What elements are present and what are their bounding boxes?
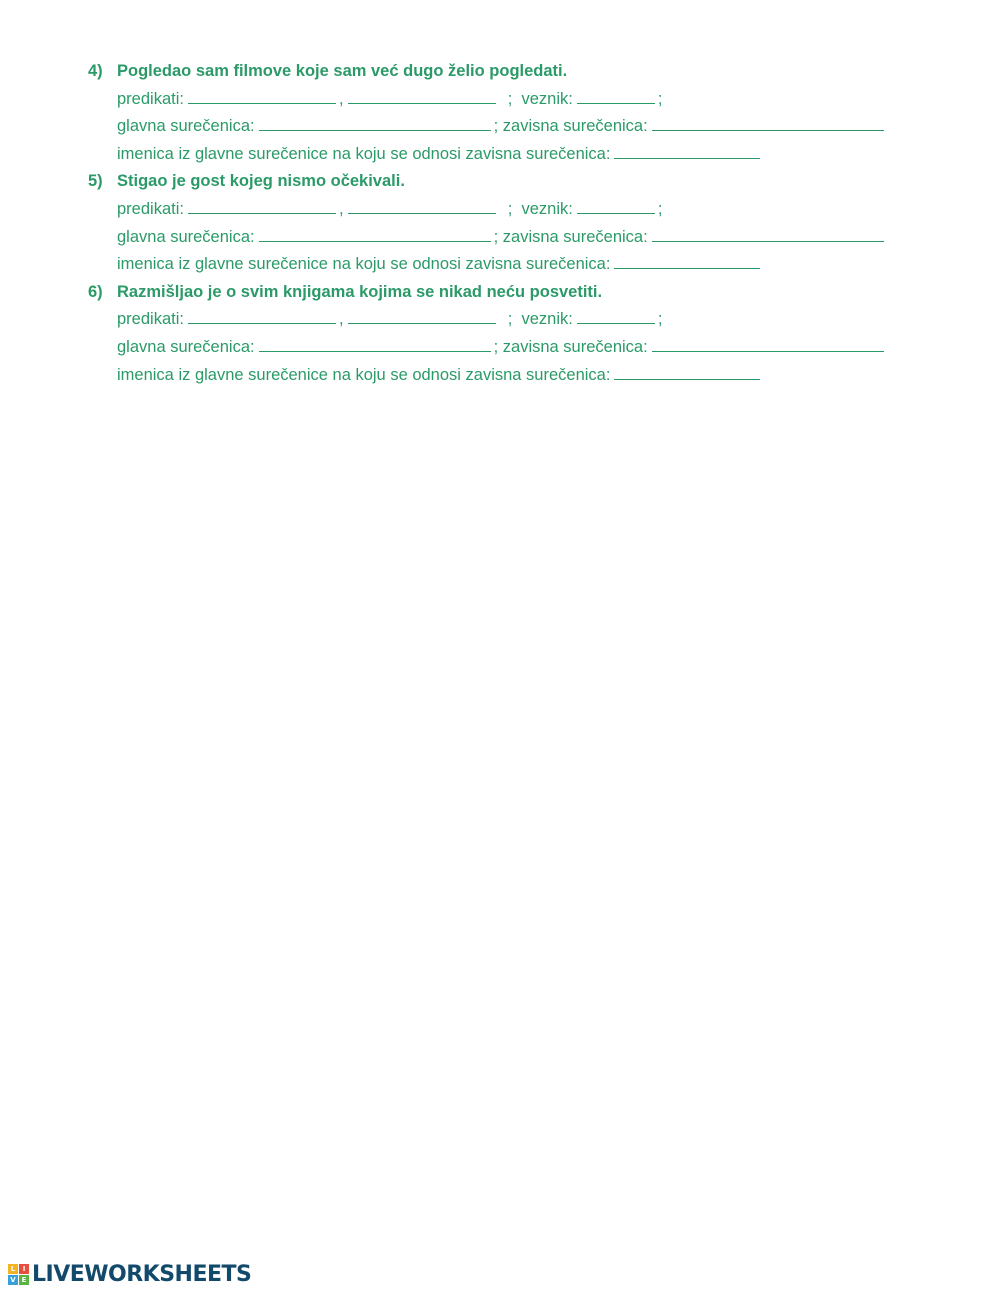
predikat-2-blank[interactable]: [348, 89, 496, 104]
exercise-sentence: [88, 279, 968, 307]
imenica-line: [88, 362, 968, 390]
imenica-label: imenica iz glavne surečenice na koju se odnosi zavisna surečenica:: [117, 255, 611, 274]
worksheet: [88, 58, 968, 389]
zavisna-label: zavisna surečenica:: [502, 117, 648, 136]
predikati-label: predikati:: [117, 89, 184, 108]
exercise-6: [88, 279, 968, 389]
imenica-line: [88, 251, 968, 279]
imenica-blank[interactable]: [614, 365, 760, 380]
logo-mark-icon: [8, 1264, 29, 1285]
glavna-label: glavna surečenica:: [117, 117, 255, 136]
exercise-sentence: [88, 58, 968, 86]
predikati-label: predikati:: [117, 310, 184, 329]
logo-letter-i: I: [19, 1264, 29, 1274]
imenica-label: imenica iz glavne surečenice na koju se odnosi zavisna surečenica:: [117, 144, 611, 163]
surecenice-line: glavna surečenica: ; zavisna surečenica:: [88, 334, 968, 362]
predikati-label: predikati:: [117, 199, 184, 218]
glavna-label: glavna surečenica:: [117, 337, 255, 356]
zavisna-label: zavisna surečenica:: [502, 227, 648, 246]
veznik-label: veznik:: [521, 310, 573, 329]
zavisna-blank[interactable]: [652, 116, 884, 131]
predikat-2-blank[interactable]: [348, 199, 496, 214]
veznik-blank[interactable]: [577, 199, 655, 214]
exercise-number: 6): [88, 282, 103, 301]
veznik-label: veznik:: [521, 199, 573, 218]
logo-letter-v: V: [8, 1275, 18, 1285]
exercise-number: 5): [88, 172, 103, 191]
zavisna-blank[interactable]: [652, 227, 884, 242]
sentence-text: Stigao je gost kojeg nismo očekivali.: [117, 172, 405, 191]
glavna-blank[interactable]: [259, 116, 491, 131]
logo-letter-l: L: [8, 1264, 18, 1274]
glavna-blank[interactable]: [259, 227, 491, 242]
predikat-1-blank[interactable]: [188, 89, 336, 104]
logo-letter-e: E: [19, 1275, 29, 1285]
glavna-blank[interactable]: [259, 337, 491, 352]
exercise-5: [88, 168, 968, 278]
sentence-text: Razmišljao je o svim knjigama kojima se nikad neću posvetiti.: [117, 282, 603, 301]
imenica-label: imenica iz glavne surečenice na koju se odnosi zavisna surečenica:: [117, 365, 611, 384]
predikati-line: predikati: , ; veznik: ;: [117, 310, 663, 329]
glavna-label: glavna surečenica:: [117, 227, 255, 246]
veznik-blank[interactable]: [577, 89, 655, 104]
imenica-blank[interactable]: [614, 144, 760, 159]
predikati-line: predikati: , ; veznik: ;: [117, 89, 663, 108]
surecenice-line: glavna surečenica: ; zavisna surečenica:: [88, 113, 968, 141]
surecenice-line: glavna surečenica: ; zavisna surečenica:: [88, 224, 968, 252]
exercise-4: [88, 58, 968, 168]
imenica-line: [88, 141, 968, 169]
predikat-2-blank[interactable]: [348, 309, 496, 324]
veznik-label: veznik:: [521, 89, 573, 108]
zavisna-label: zavisna surečenica:: [502, 337, 648, 356]
exercise-number: 4): [88, 62, 103, 80]
predikat-1-blank[interactable]: [188, 309, 336, 324]
veznik-blank[interactable]: [577, 309, 655, 324]
liveworksheets-logo[interactable]: [8, 1261, 251, 1287]
sentence-text: Pogledao sam filmove koje sam već dugo želio pogledati.: [117, 62, 568, 80]
zavisna-blank[interactable]: [652, 337, 884, 352]
predikat-1-blank[interactable]: [188, 199, 336, 214]
predikati-line: predikati: , ; veznik: ;: [117, 199, 663, 218]
exercise-sentence: [88, 168, 968, 196]
logo-text: LIVEWORKSHEETS: [32, 1261, 252, 1287]
imenica-blank[interactable]: [614, 254, 760, 269]
